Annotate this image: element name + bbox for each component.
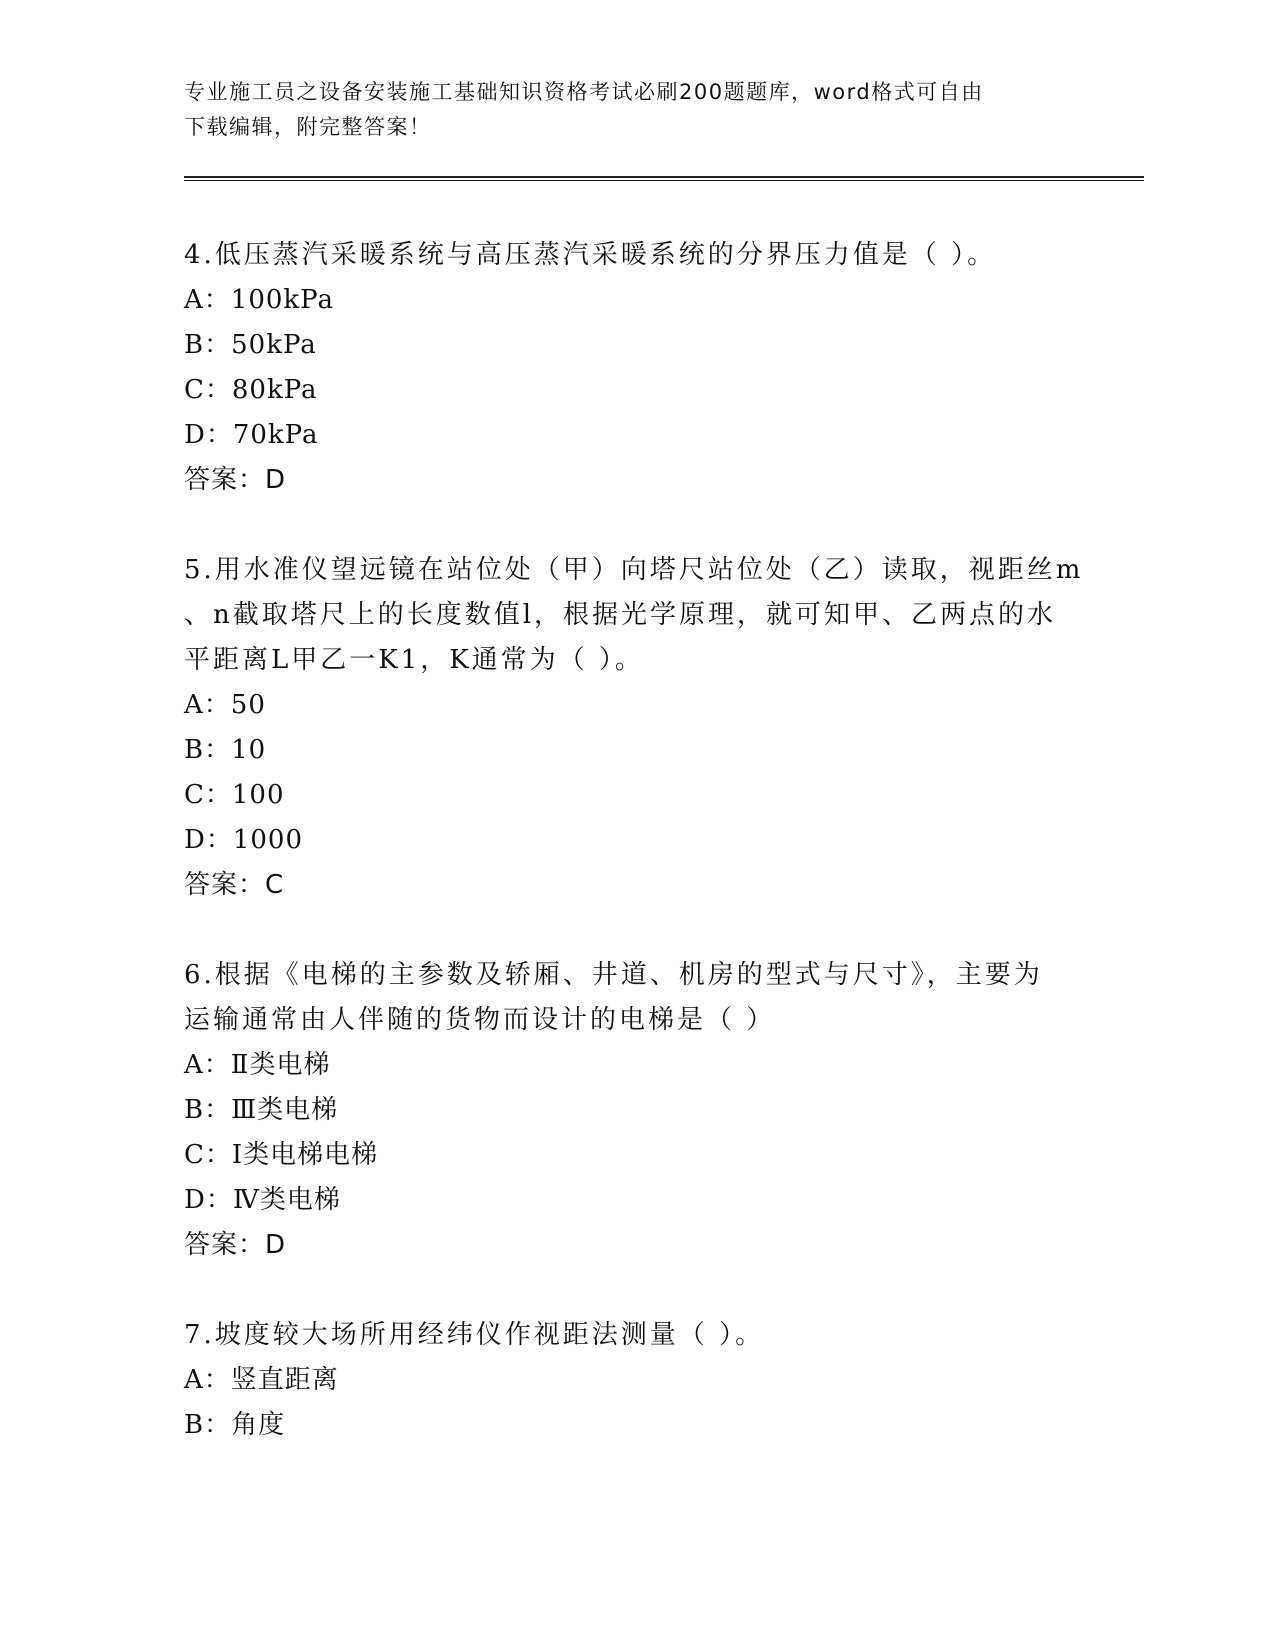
option-c: C：Ⅰ类电梯电梯	[184, 1140, 379, 1170]
option-d: D：Ⅳ类电梯	[184, 1185, 341, 1215]
question-6	[184, 953, 1084, 1267]
question-stem-line: 6.根据《电梯的主参数及轿厢、井道、机房的型式与尺寸》，主要为	[184, 960, 1043, 990]
question-stem-line: 、n截取塔尺上的长度数值l，根据光学原理，就可知甲、乙两点的水	[184, 600, 1057, 630]
question-5	[184, 548, 1084, 907]
header-line-2: 下载编辑，附完整答案！	[184, 115, 432, 139]
question-7	[184, 1313, 1084, 1448]
option-c: C：80kPa	[184, 375, 318, 405]
question-stem-line: 平距离L甲乙一K1，K通常为（ ）。	[184, 645, 644, 675]
question-stem	[184, 953, 1084, 1043]
option-c: C：100	[184, 780, 285, 810]
option-a: A：100kPa	[184, 285, 334, 315]
option-b: B：角度	[184, 1410, 286, 1440]
question-stem	[184, 548, 1084, 683]
option-b: B：50kPa	[184, 330, 317, 360]
option-d: D：70kPa	[184, 420, 319, 450]
question-stem-line: 7.坡度较大场所用经纬仪作视距法测量（ ）。	[184, 1320, 765, 1350]
question-stem	[184, 233, 1084, 278]
option-a: A：Ⅱ类电梯	[184, 1050, 331, 1080]
question-stem-line: 5.用水准仪望远镜在站位处（甲）向塔尺站位处（乙）读取，视距丝m	[184, 555, 1084, 585]
question-stem	[184, 1313, 1084, 1358]
option-a: A：竖直距离	[184, 1365, 339, 1395]
option-d: D：1000	[184, 825, 304, 855]
option-b: B：Ⅲ类电梯	[184, 1095, 339, 1125]
question-4	[184, 233, 1084, 502]
question-list	[184, 233, 1084, 1494]
header-divider	[184, 176, 1144, 181]
question-stem-line: 运输通常由人伴随的货物而设计的电梯是（ ）	[184, 1005, 776, 1035]
option-b: B：10	[184, 735, 267, 765]
option-a: A：50	[184, 690, 266, 720]
answer: 答案：D	[184, 1230, 287, 1260]
question-stem-line: 4.低压蒸汽采暖系统与高压蒸汽采暖系统的分界压力值是（ ）。	[184, 240, 997, 270]
document-header	[184, 75, 1064, 145]
answer: 答案：C	[184, 870, 285, 900]
header-line-1: 专业施工员之设备安装施工基础知识资格考试必刷200题题库，word格式可自由	[184, 80, 984, 104]
answer: 答案：D	[184, 465, 287, 495]
